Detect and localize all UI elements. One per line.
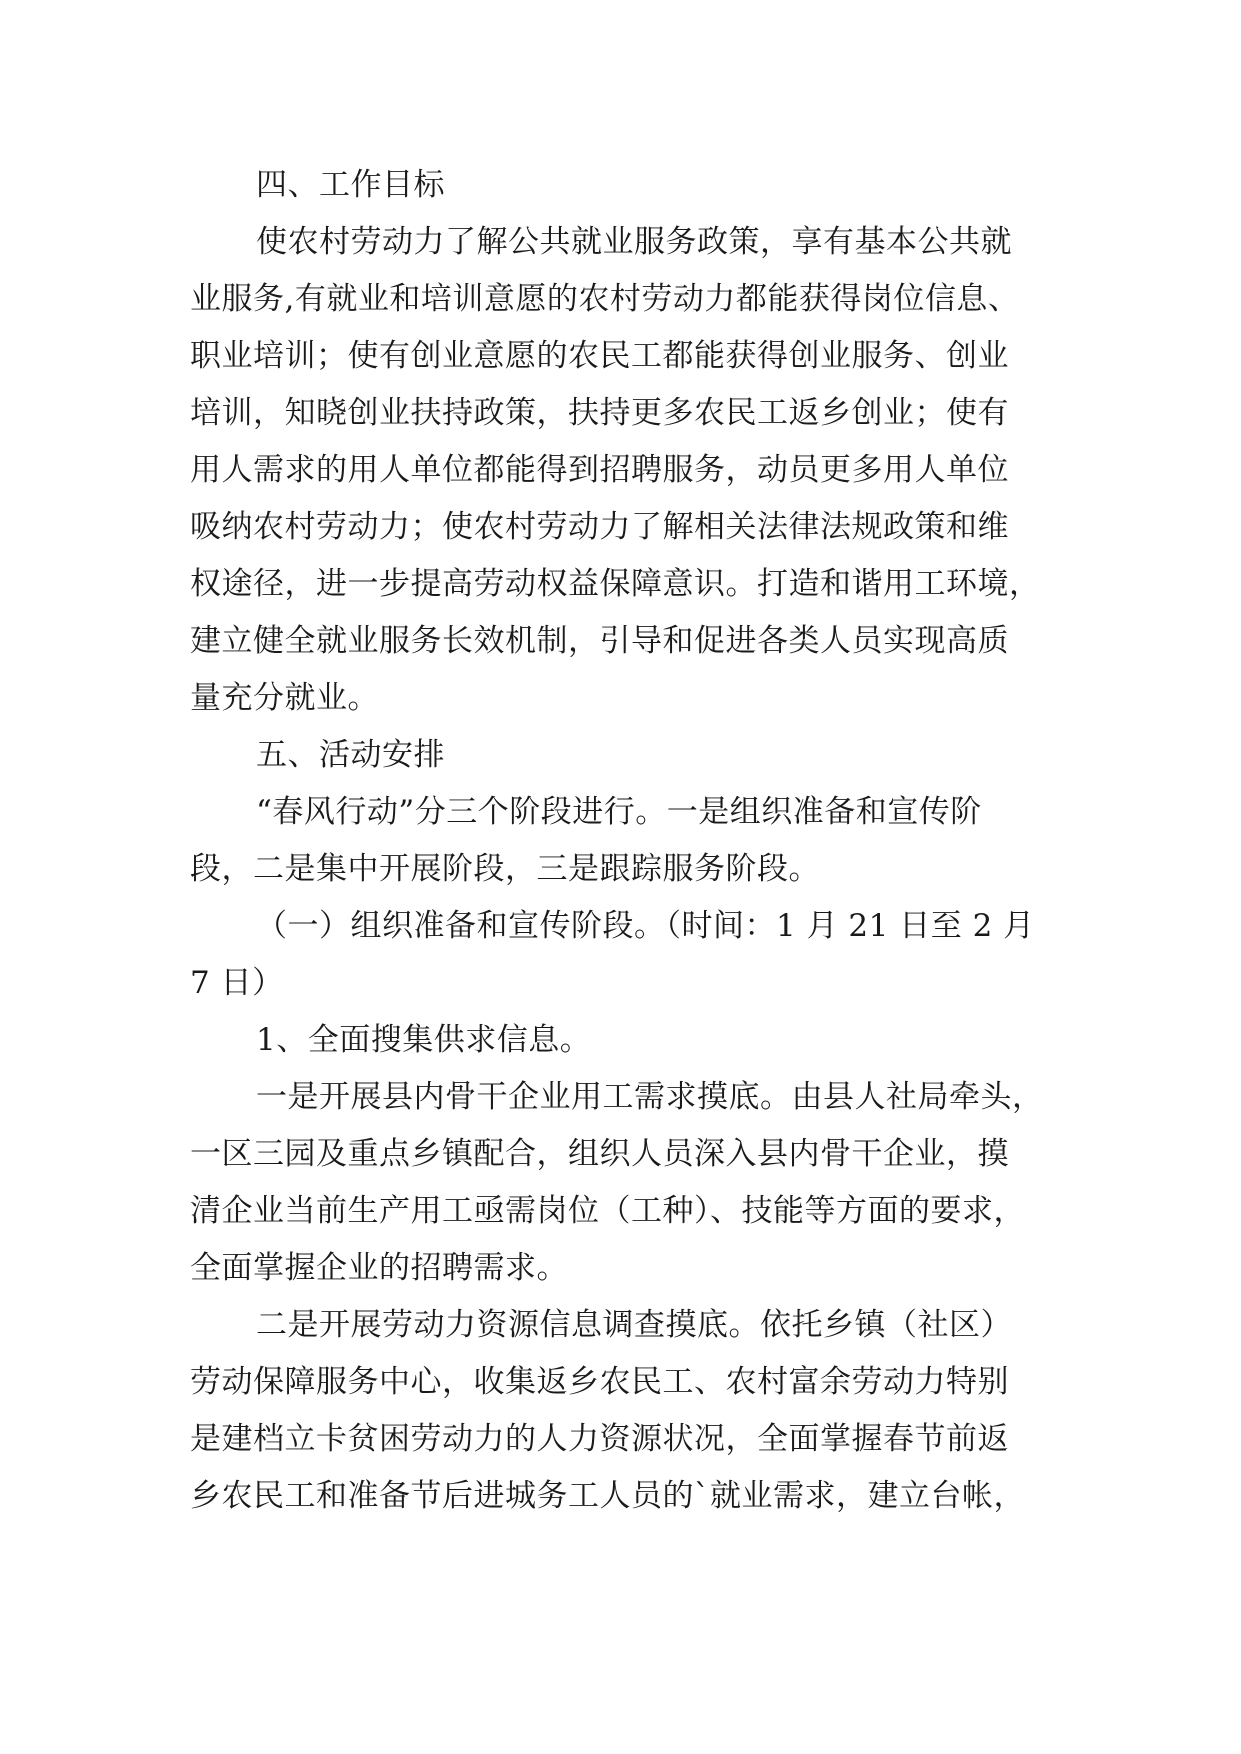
paragraph-line: 建立健全就业服务长效机制，引导和促进各类人员实现高质 [190, 623, 1009, 659]
paragraph-line: 一是开展县内骨干企业用工需求摸底。由县人社局牵头， [256, 1079, 1044, 1115]
paragraph-line: 一区三园及重点乡镇配合，组织人员深入县内骨干企业，摸 [190, 1136, 1009, 1172]
subsection-heading-preparation: （一）组织准备和宣传阶段。（时间：1 月 21 日至 2 月 [256, 908, 1035, 944]
paragraph-line: 清企业当前生产用工亟需岗位（工种）、技能等方面的要求， [190, 1193, 1025, 1229]
paragraph-line: 乡农民工和准备节后进城务工人员的`就业需求，建立台帐， [190, 1478, 1025, 1514]
list-item-heading: 1、全面搜集供求信息。 [256, 1022, 592, 1058]
paragraph-line: 业服务,有就业和培训意愿的农村劳动力都能获得岗位信息、 [190, 281, 1020, 317]
paragraph-line: 段，二是集中开展阶段，三是跟踪服务阶段。 [190, 851, 820, 887]
section-heading-work-goals: 四、工作目标 [256, 167, 445, 203]
paragraph-line: 全面掌握企业的招聘需求。 [190, 1250, 568, 1286]
paragraph-line: 吸纳农村劳动力；使农村劳动力了解相关法律法规政策和维 [190, 509, 1009, 545]
paragraph-line: 7 日） [190, 965, 284, 1001]
paragraph-line: 培训，知晓创业扶持政策，扶持更多农民工返乡创业；使有 [190, 395, 1009, 431]
paragraph-line: 权途径，进一步提高劳动权益保障意识。打造和谐用工环境， [190, 566, 1041, 602]
paragraph-line: 用人需求的用人单位都能得到招聘服务，动员更多用人单位 [190, 452, 1009, 488]
paragraph-line: 劳动保障服务中心，收集返乡农民工、农村富余劳动力特别 [190, 1364, 1009, 1400]
paragraph-line: 职业培训；使有创业意愿的农民工都能获得创业服务、创业 [190, 338, 1009, 374]
paragraph-line: 是建档立卡贫困劳动力的人力资源状况，全面掌握春节前返 [190, 1421, 1009, 1457]
paragraph-line: 使农村劳动力了解公共就业服务政策，享有基本公共就 [256, 224, 1012, 260]
paragraph-line: 量充分就业。 [190, 680, 379, 716]
paragraph-line: 二是开展劳动力资源信息调查摸底。依托乡镇（社区） [256, 1307, 1012, 1343]
section-heading-activities: 五、活动安排 [256, 737, 445, 773]
paragraph-line: “春风行动”分三个阶段进行。一是组织准备和宣传阶 [256, 794, 982, 830]
